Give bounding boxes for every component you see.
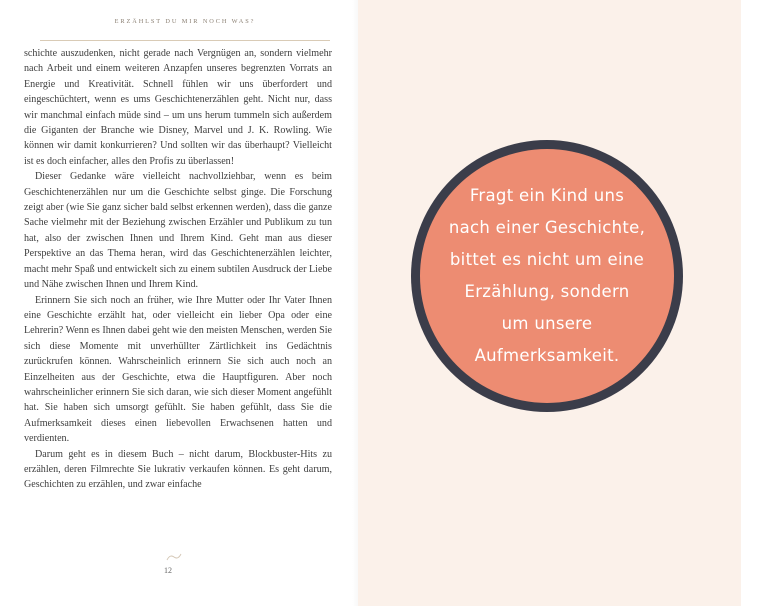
running-head: ERZÄHLST DU MIR NOCH WAS?: [114, 18, 256, 25]
quote-line: Aufmerksamkeit.: [474, 346, 620, 365]
page-number: 12: [164, 566, 172, 575]
pull-quote: [420, 149, 674, 403]
body-text: [24, 46, 332, 493]
quote-line: Fragt ein Kind uns: [469, 186, 625, 205]
quote-line: um unsere: [501, 314, 593, 333]
paragraph: schichte auszudenken, nicht gerade nach Vergnügen an, sondern vielmehr nach Arbeit und einem weiteren Anzapfen unseres begrenzten Vorrats an Energie und Kreativität. Schnell fühlen wir uns überfordert und eingeschüchtert, wenn es ums Geschichtenerzählen geht. Nicht nur, dass wir manchmal einfach müde sind – um uns herum tummeln sich außerdem die Giganten der Branche wie Disney, Marvel und J. K. Rowling. Wie können wir damit konkurrieren? Und sollten wir das überhaupt? Vielleicht ist es doch einfacher, alles den Profis zu überlassen!: [24, 48, 332, 167]
left-page: [18, 0, 358, 606]
paragraph: Dieser Gedanke wäre vielleicht nachvollziehbar, wenn es beim Geschichtenerzählen nur um die Geschichte selbst ginge. Die Forschung zeigt aber (wie Sie ganz sicher bald selbst erkennen werden), dass die ganze Sache vielmehr mit der Beziehung zwischen Erzähler und Publikum zu tun hat, also der zwischen Ihnen und Ihrem Kind. Geht man aus dieser Perspektive an das Thema heran, wird das Geschichtenerzählen leichter, macht mehr Spaß und entwickelt sich zu einem subtilen Ausdruck der Liebe und Nähe zwischen Ihnen und Ihrem Kind.: [24, 171, 332, 291]
ornament-icon: [166, 552, 182, 562]
quote-line: Erzählung, sondern: [464, 282, 630, 301]
paragraph: Erinnern Sie sich noch an früher, wie Ihre Mutter oder Ihr Vater Ihnen eine Geschichte erzählt hat, oder vielleicht ein lieber Opa oder eine Lehrerin? Wenn es Ihnen dabei geht wie den meisten Menschen, werden Sie sich diese Momente mit unverhüllter Zärtlichkeit ins Gedächtnis zurückrufen können. Wahrscheinlich erinnern Sie sich auch noch an Einzelheiten aus der Geschichte, etwa die Hauptfiguren. Aber noch wahrscheinlicher erinnern Sie sich daran, wie sich dieser Moment angefühlt hat. Sie haben sich umsorgt gefühlt. Sie haben gefühlt, dass Sie die Aufmerksamkeit dieses einen liebevollen Erwachsenen hatten und verdienten.: [24, 294, 332, 445]
header-rule: [40, 40, 330, 41]
quote-line: bittet es nicht um eine: [449, 250, 645, 269]
quote-line: nach einer Geschichte,: [448, 218, 646, 237]
paragraph: Darum geht es in diesem Buch – nicht darum, Blockbuster-Hits zu erzählen, deren Filmrechte Sie lukrativ verkaufen können. Es geht darum, Geschichten zu erzählen, und zwar einfache: [24, 448, 332, 491]
